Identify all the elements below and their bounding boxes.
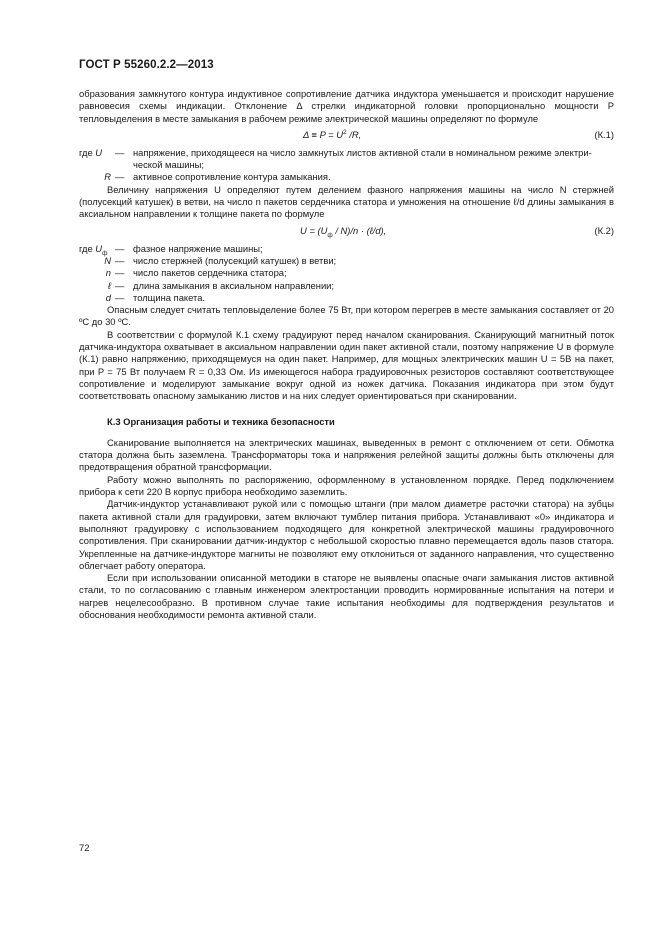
where-item: ℓ — длина замыкания в аксиальном направлении;	[107, 279, 335, 291]
where-item: d — толщина пакета.	[105, 291, 206, 303]
paragraph-5: Сканирование выполняется на электрических машинах, выведенных в ремонт с отключением от сети. Обмотка статора должна быть заземлена. Трансформаторы тока и напряжения релейной защиты должны быть отключены для предотвращения обратной трансформации.	[79, 436, 614, 473]
where-item: R — активное сопротивление контура замыкания.	[104, 171, 331, 183]
where-item: где $U_ф$ — фазное напряжение машины;	[79, 242, 263, 257]
formula-k1	[79, 129, 614, 144]
paragraph-1: образования замкнутого контура индуктивное сопротивление датчика индуктора уменьшается и происходит нарушение равновесия схемы индикации. Отклонение Δ стрелки индикаторной головки пропорционально мощности P тепловыделения в месте замыкания в рабочем режиме электрической машины определяют по формуле	[79, 88, 614, 124]
page-number: 72	[79, 843, 90, 854]
formula-k2	[79, 225, 614, 240]
paragraph-8: Если при использовании описанной методики в статоре не выявлены опасные очаги замыкания листов активной стали, то по согласованию с главным инженером электростанции проводить нормированные испытания на потери и нагрев нецелесообразно. В противном случае такие испытания необходимы для подтверждения результатов и обоснования необходимости ремонта активной стали.	[79, 572, 614, 620]
section-heading: К.3 Организация работы и техника безопасности	[107, 415, 335, 427]
paragraph-7: Датчик-индуктор устанавливают рукой или с помощью штанги (при малом диаметре расточки статора) на зубцы пакета активной стали для градуировки, затем включают тумблер питания прибора. Устанавливают «0» индикатора и выполняют градуировку с использованием подходящего для конкретной электрической машины градуировочного сопротивления. При сканировании датчик-индуктор с небольшой скоростью плавно перемещается вдоль пазов статора. Укрепленные на датчике-индукторе магниты не позволяют ему отклониться от заданного направления, что существенно облегчает работу оператора.	[79, 498, 614, 571]
formula-k1-number: (К.1)	[594, 128, 614, 140]
where-list-1	[79, 147, 614, 184]
formula-k2-number: (К.2)	[594, 224, 614, 236]
paragraph-6: Работу можно выполнять по распоряжению, оформленному в установленном порядке. Перед подключением прибора к сети 220 В корпус прибора необходимо заземлить.	[79, 473, 614, 498]
document-body	[79, 88, 614, 621]
paragraph-3: Опасным следует считать тепловыделение более 75 Вт, при котором перегрев в месте замыкания составляет от 20 ºС до 30 ºС.	[79, 304, 614, 328]
where-item: n — число пакетов сердечника статора;	[105, 267, 287, 279]
paragraph-4: В соответствии с формулой К.1 схему градуируют перед началом сканирования. Сканирующий магнитный поток датчика-индуктора охватывает в аксиальном направлении один пакет активной стали, поэтому напряжение U в формуле (К.1) равно напряжению, приходящемуся на один пакет. Например, для мощных электрических машин U = 5В на пакет, при P = 75 Вт получаем R = 0,33 Ом. Из имеющегося набора градуировочных резисторов составляют соответствующее сопротивление и моделируют замыкание вокруг одной из ножек датчика. Показания индикатора при этом будут соответствовать опасному замыканию листов и на них следует ориентироваться при сканировании.	[79, 328, 614, 402]
formula-k1-expression: $\Delta \equiv P = U^2$ /R,	[303, 128, 362, 140]
where-item: N — число стержней (полусекций катушек) в ветви;	[104, 254, 337, 266]
document-header: ГОСТ Р 55260.2.2—2013	[79, 59, 214, 71]
paragraph-2: Величину напряжения U определяют путем делением фазного напряжения машины на число N стержней (полусекций катушек) в ветви, на число n пакетов сердечника статора и умножения на отношение ℓ/d длины замыкания в аксиальном направлении к толщине пакета по формуле	[79, 183, 614, 220]
where-list-2	[79, 243, 614, 304]
where-item: где U — напряжение, приходящееся на число замкнутых листов активной стали в номинальном режиме электри- ческой машины;	[79, 146, 592, 171]
formula-k2-expression: $U = (U_ф / N)/n$ · (ℓ/d),	[300, 224, 387, 239]
